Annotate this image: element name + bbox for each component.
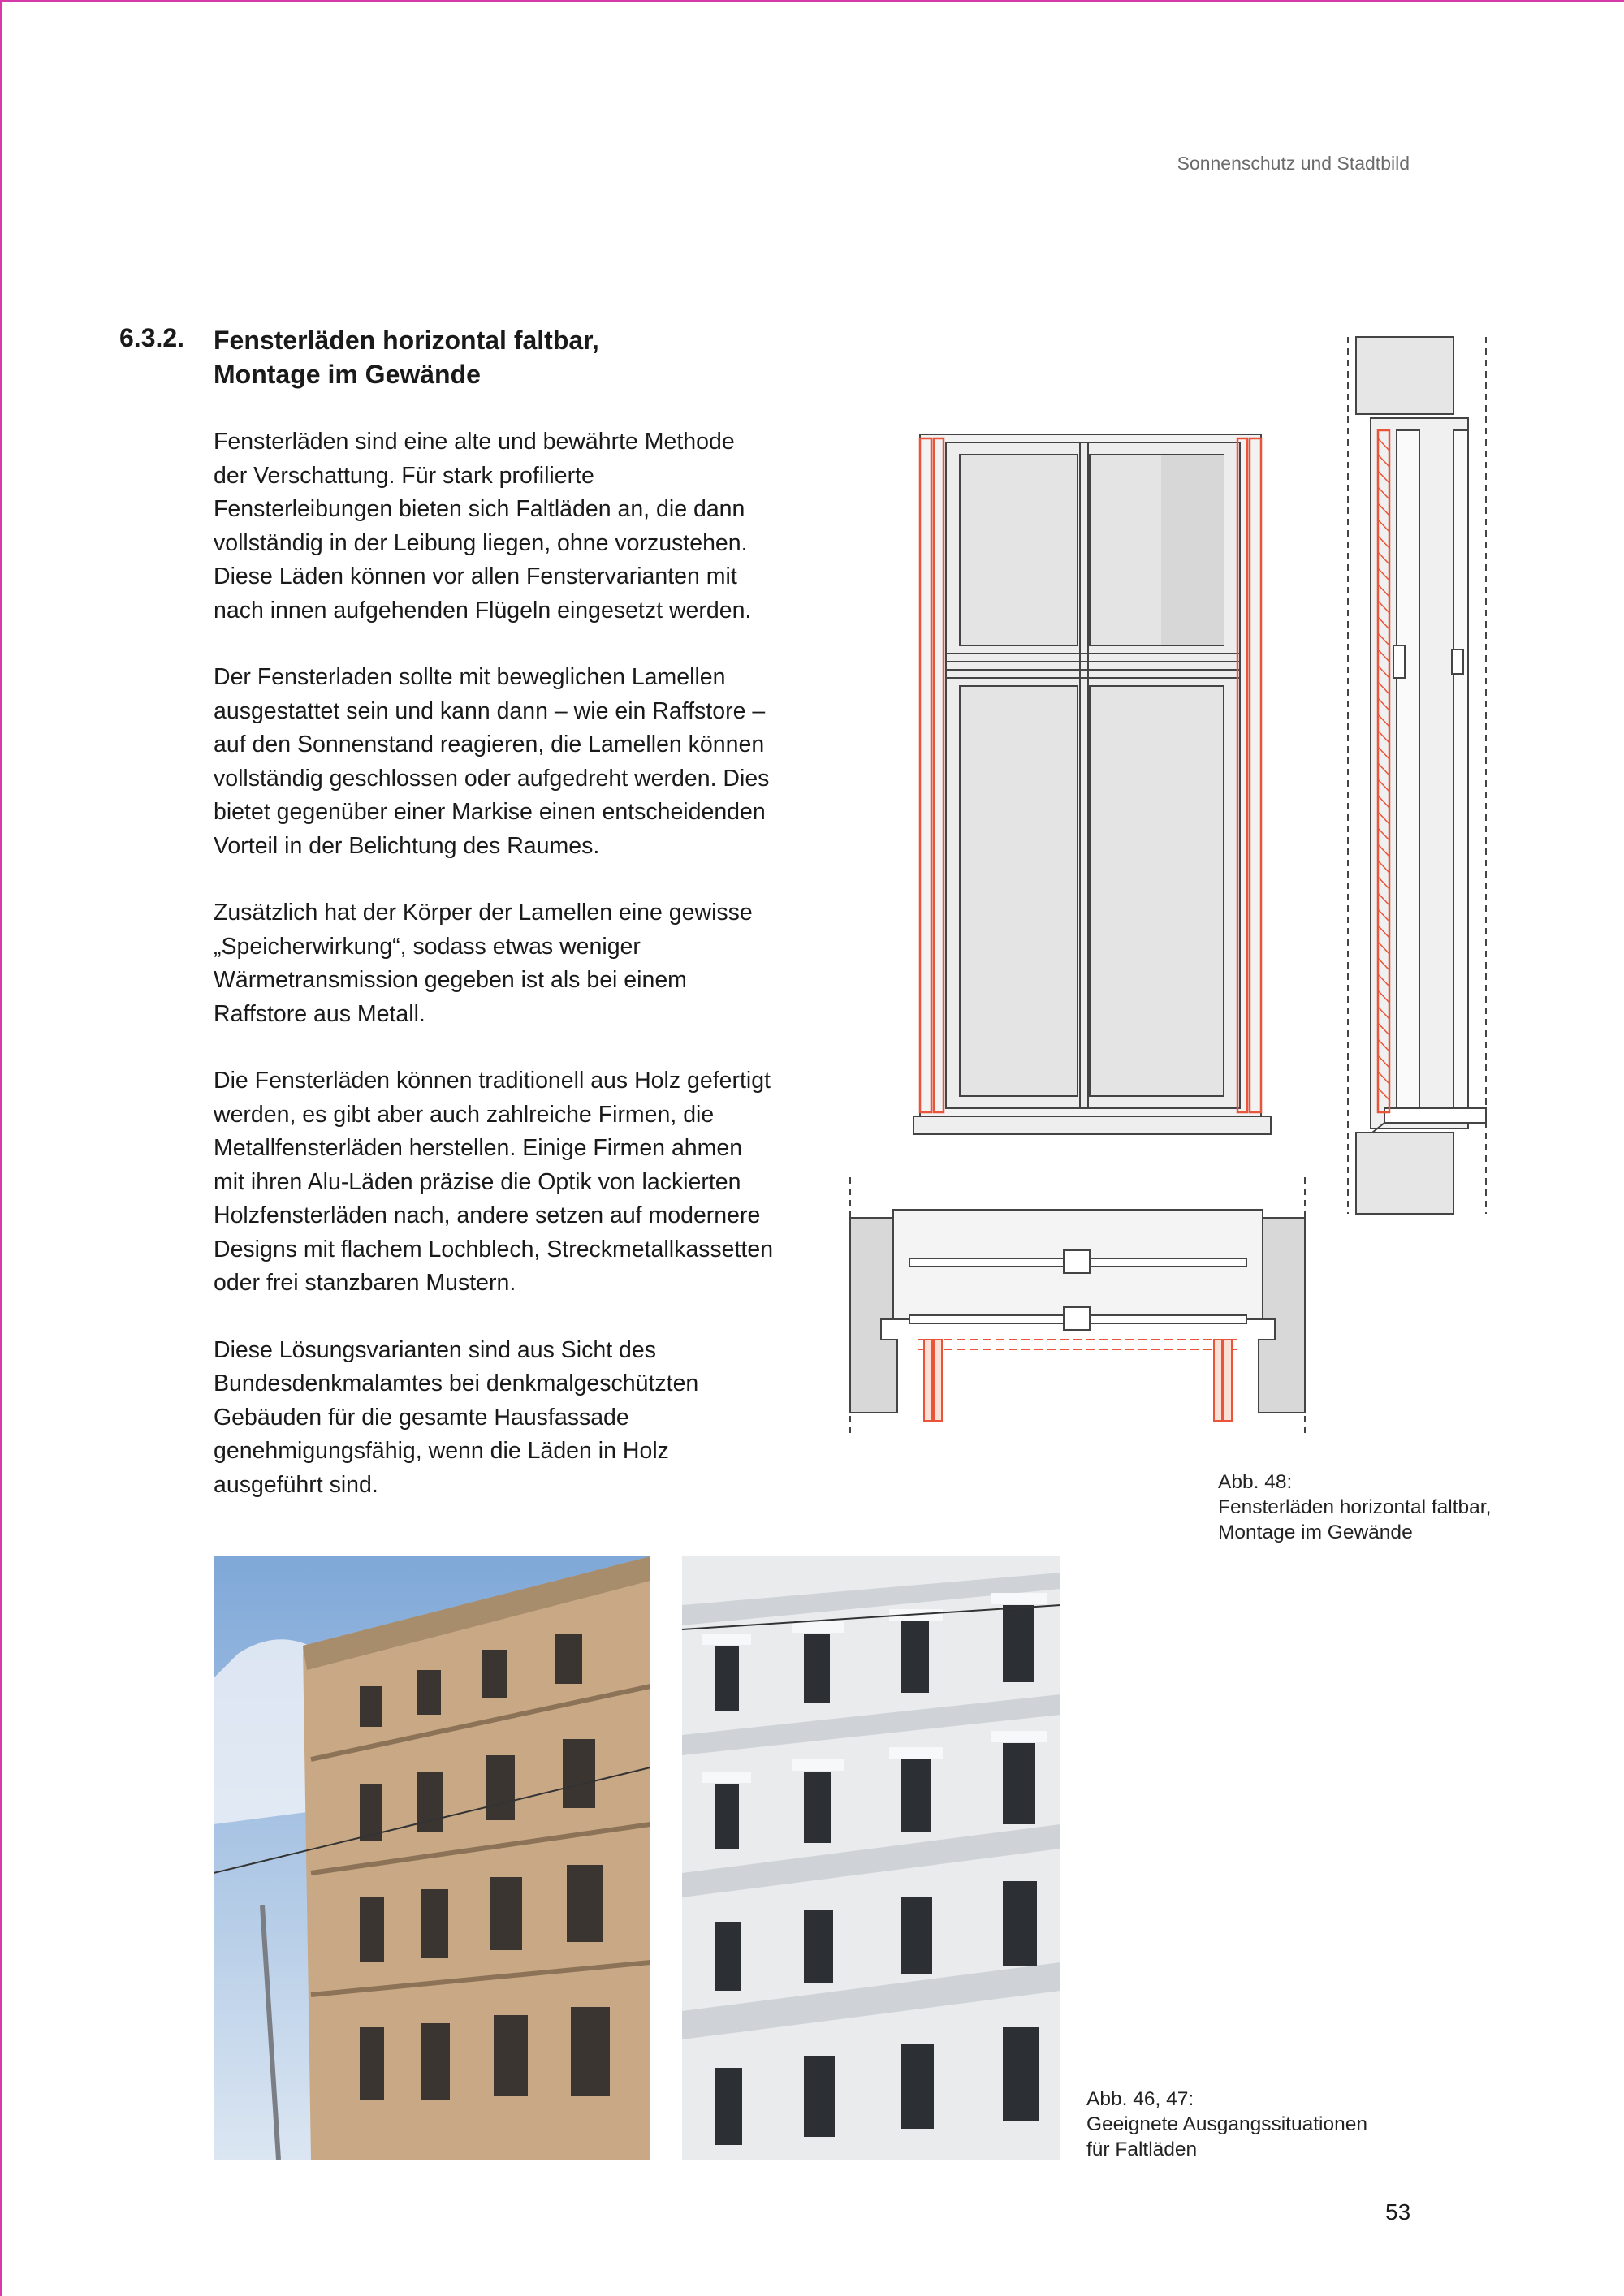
section-title-line1: Fensterläden horizontal faltbar, [214,326,599,355]
page-edge-mark [0,0,2,2296]
technical-drawing [836,325,1567,1461]
paragraph: Der Fensterladen sollte mit beweglichen Lamellen ausgestattet sein und kann dann – wie ein Raffstore – auf den Sonnenstand reagieren, die Lamellen können vollständig geschlossen oder aufgedreht werden. Dies bietet gegenüber einer Markise einen entscheidenden Vorteil in der Belichtung des Raumes. [214,664,770,859]
horizontal-section [850,1177,1305,1433]
caption-label: Abb. 46, 47: [1086,2088,1194,2110]
page-edge-mark-top [0,0,1624,2]
paragraph: Zusätzlich hat der Körper der Lamellen eine gewisse „Speicherwirkung“, sodass etwas weniger Wärmetransmission gegeben ist als bei einem Raffstore aus Metall. [214,900,753,1027]
caption-line: für Faltläden [1086,2138,1198,2160]
window-elevation [914,434,1271,1134]
paragraph: Die Fensterläden können traditionell aus Holz gefertigt werden, es gibt aber auch zahlreiche Firmen, die Metallfensterläden herstellen. Einige Firmen ahmen mit ihren Alu-Läden präzise die Optik von lackierten Holzfensterläden nach, andere setzen auf modernere Designs mit flachem Lochblech, Streckmetallkassetten oder frei stanzbaren Mustern. [214,1068,774,1296]
photo-white-facade [682,1556,1060,2160]
paragraph: Diese Lösungsvarianten sind aus Sicht des Bundesdenkmalamtes bei denkmalgeschützten Gebäuden für die gesamte Hausfassade genehmigungsfähig, wenn die Läden in Holz ausgeführt sind. [214,1336,699,1498]
vertical-section [1348,337,1486,1214]
body-text [214,425,774,1535]
photo-beige-facade [214,1556,650,2160]
figure-46-47-caption [1086,2087,1367,2162]
caption-label: Abb. 48: [1218,1471,1293,1493]
caption-line: Montage im Gewände [1218,1521,1413,1543]
page-number: 53 [1385,2199,1411,2225]
section-number: 6.3.2. [119,323,185,352]
paragraph: Fensterläden sind eine alte und bewährte Methode der Verschattung. Für stark profilierte Fensterleibungen bieten sich Faltläden an, die dann vollständig in der Leibung liegen, ohne vorzustehen. Diese Läden können vor allen Fenstervarianten mit nach innen aufgehenden Flügeln eingesetzt werden. [214,429,752,624]
caption-line: Fensterläden horizontal faltbar, [1218,1496,1492,1518]
figure-48-caption [1218,1470,1491,1545]
caption-line: Geeignete Ausgangssituationen [1086,2113,1367,2135]
section-title [214,323,701,391]
running-head: Sonnenschutz und Stadtbild [1177,153,1410,174]
section-title-line2: Montage im Gewände [214,360,481,389]
